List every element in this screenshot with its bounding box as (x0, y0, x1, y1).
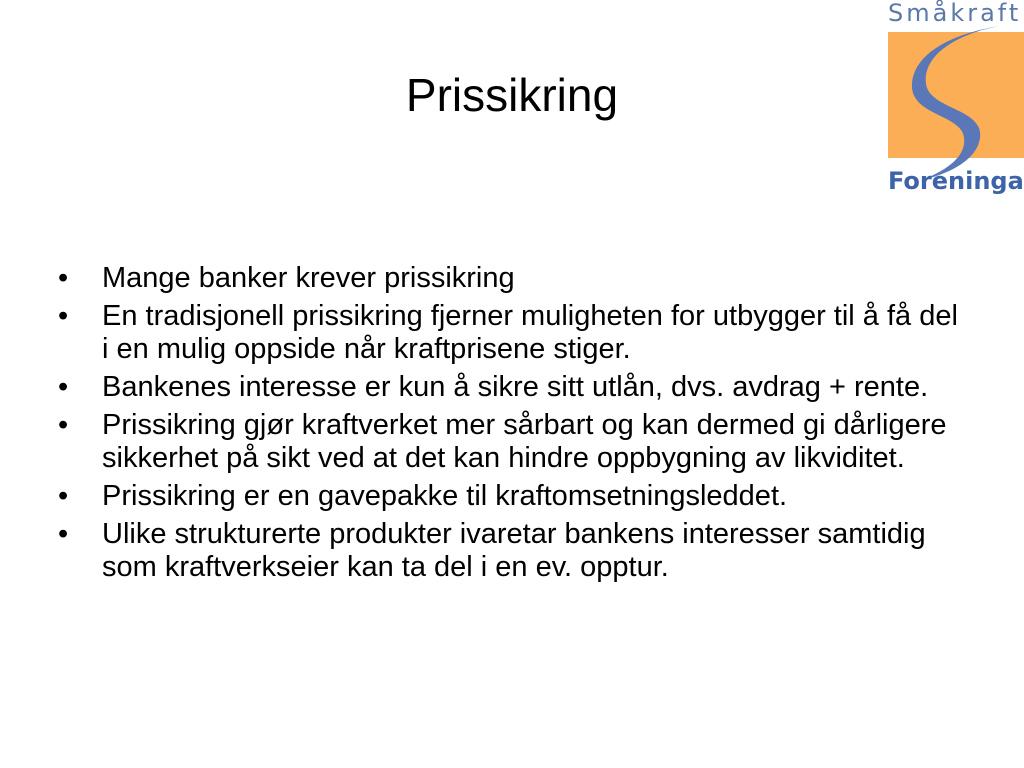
bullet-marker: • (58, 371, 69, 403)
logo-bottom-text: Foreninga (888, 167, 1024, 195)
bullet-list (58, 262, 968, 589)
bullet-item (58, 409, 968, 475)
bullet-marker: • (58, 518, 69, 550)
logo-s-swoosh-icon (904, 22, 1014, 182)
logo-top-text: Småkraft (888, 0, 1022, 27)
bullet-item (58, 262, 968, 295)
bullet-marker: • (58, 262, 69, 294)
bullet-text: Bankenes interesse er kun å sikre sitt utlån, dvs. avdrag + rente. (102, 371, 929, 403)
bullet-item (58, 300, 968, 366)
bullet-item (58, 371, 968, 404)
slide-title: Prissikring (405, 69, 619, 121)
bullet-marker: • (58, 480, 69, 512)
smakraft-foreninga-logo (884, 0, 1024, 204)
bullet-marker: • (58, 409, 69, 441)
bullet-text: Mange banker krever prissikring (102, 262, 515, 294)
bullet-text: En tradisjonell prissikring fjerner muligheten for utbygger til å få del i en mulig oppside når kraftprisene stiger. (102, 300, 958, 365)
bullet-text: Prissikring gjør kraftverket mer sårbart og kan dermed gi dårligere sikkerhet på sikt ved at det kan hindre oppbygning av likviditet. (102, 409, 947, 474)
bullet-item (58, 480, 968, 513)
bullet-text: Ulike strukturerte produkter ivaretar bankens interesser samtidig som kraftverkseier kan ta del i en ev. opptur. (102, 518, 926, 583)
bullet-text: Prissikring er en gavepakke til kraftomsetningsleddet. (102, 480, 788, 512)
bullet-item (58, 518, 968, 584)
bullet-marker: • (58, 300, 69, 332)
